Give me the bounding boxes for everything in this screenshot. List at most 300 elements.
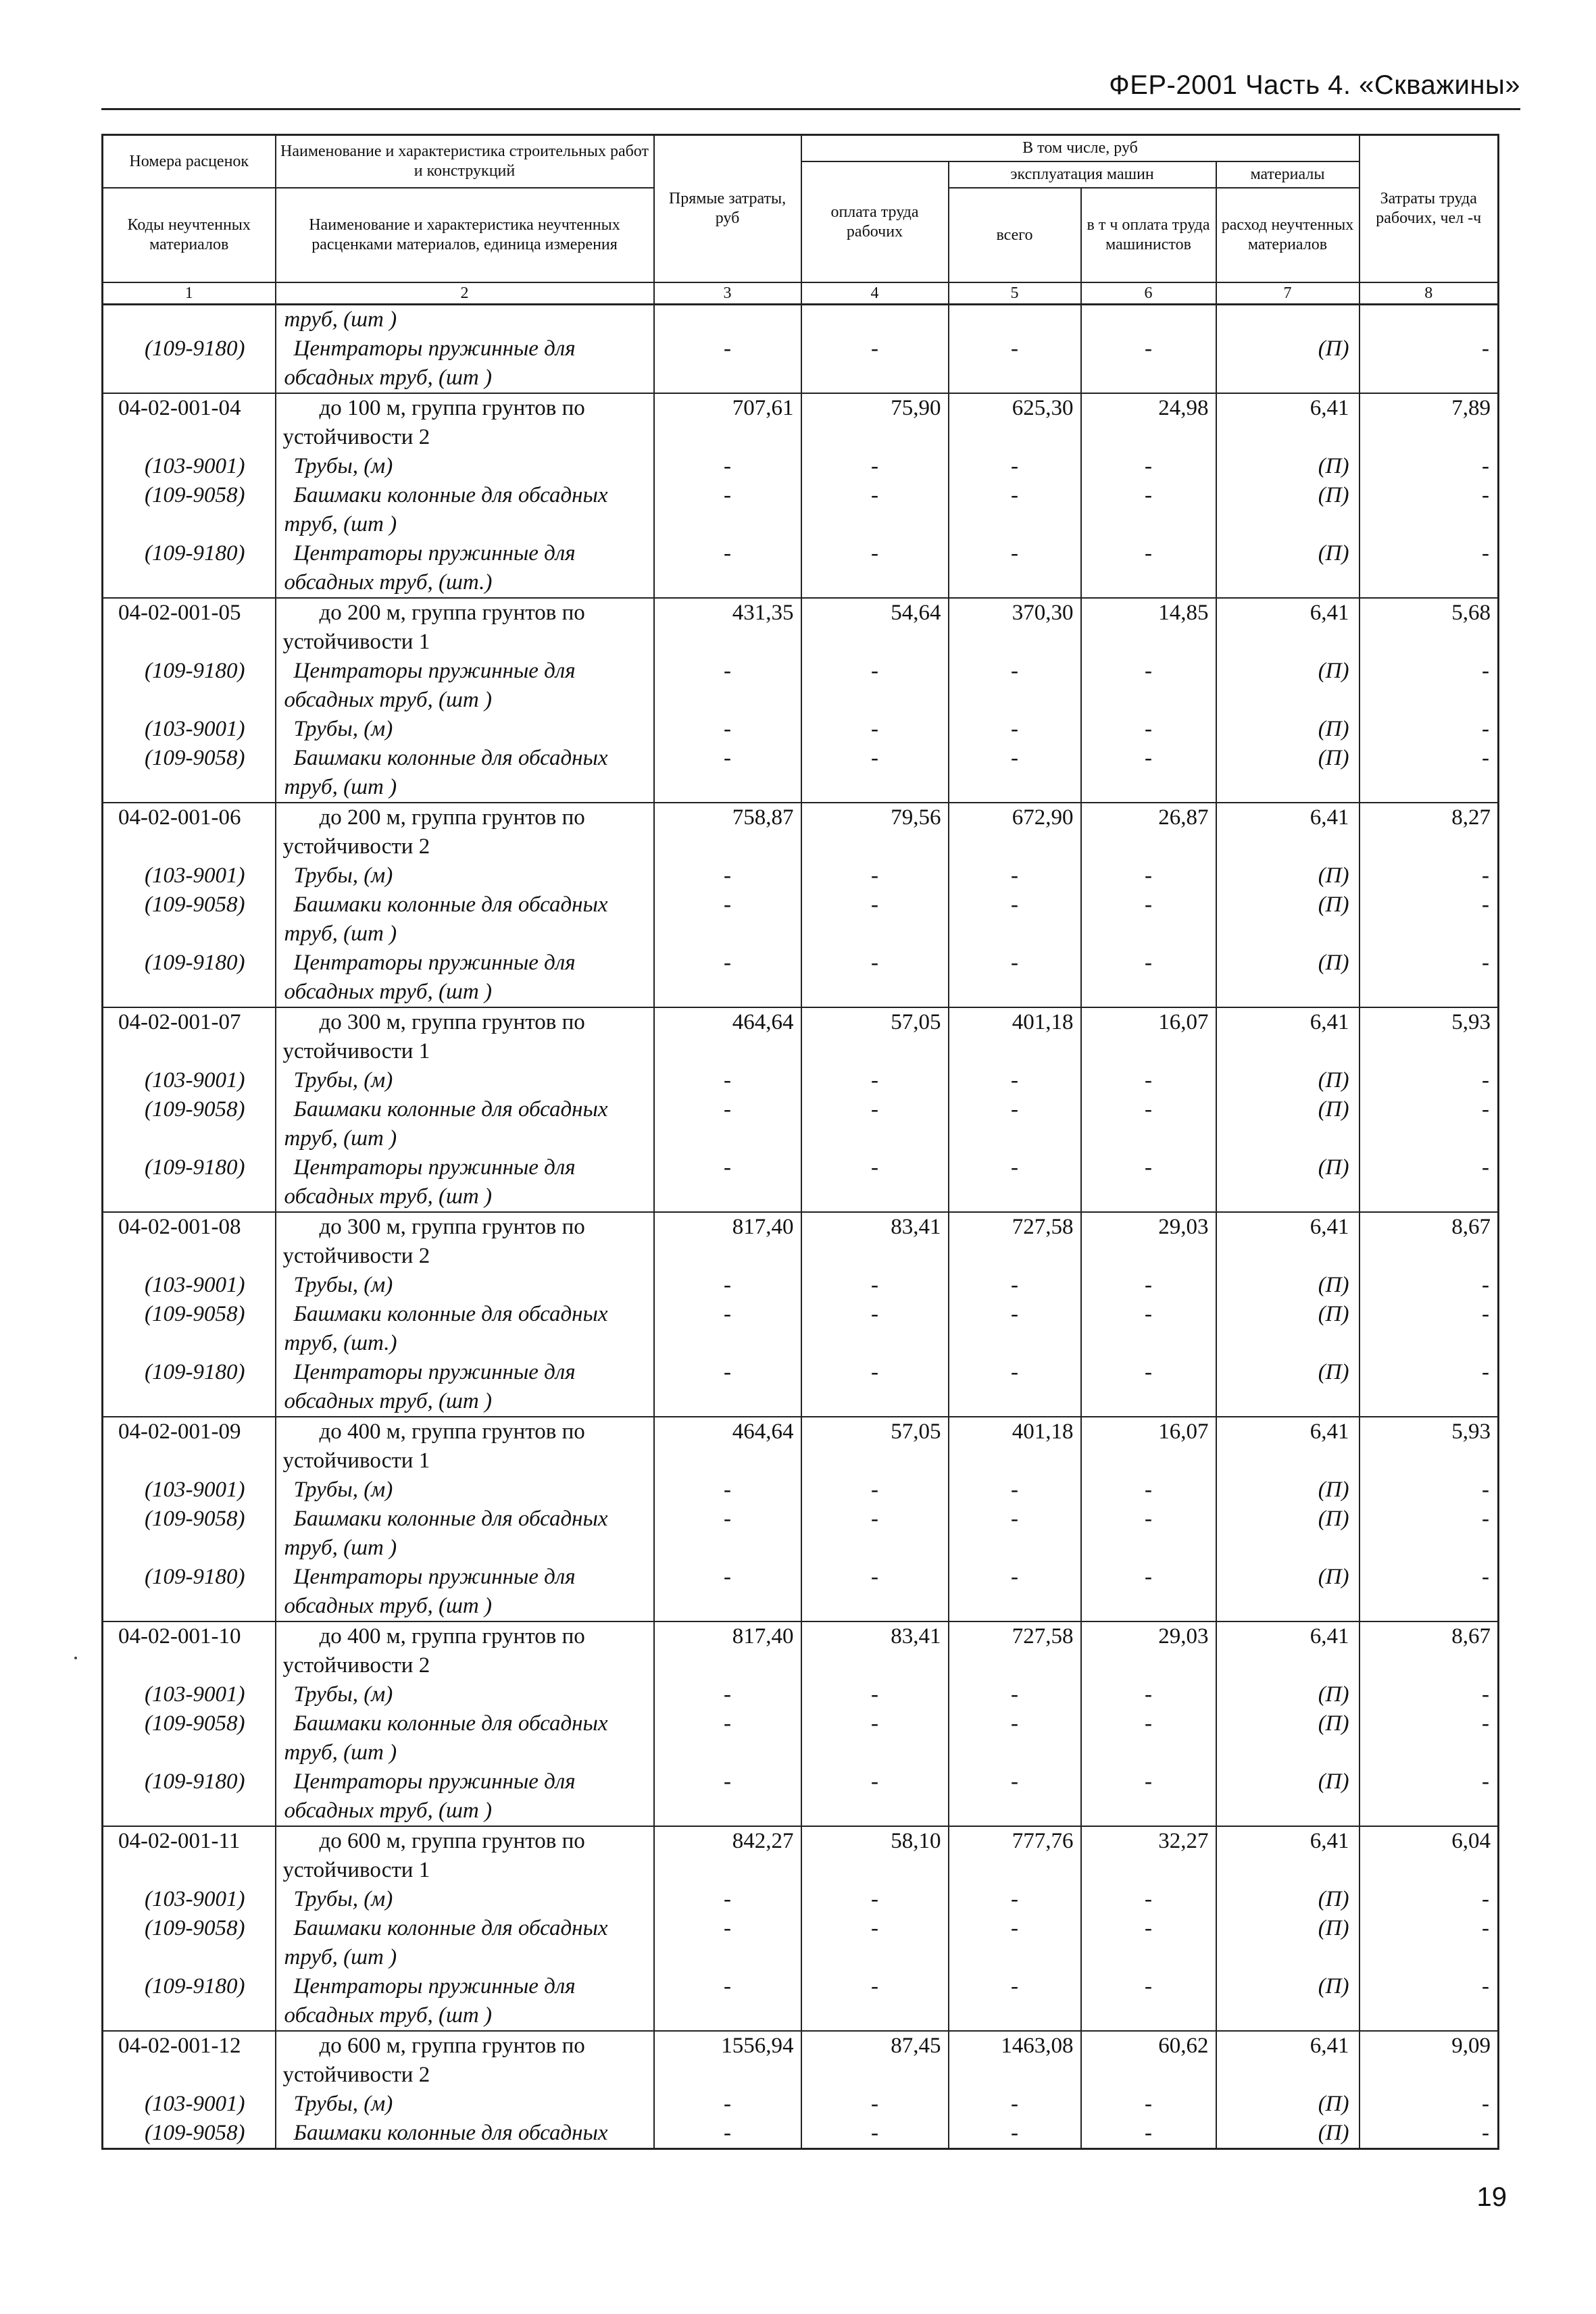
direct-costs-cell: - xyxy=(654,1563,801,1592)
rate-code-cell xyxy=(103,423,276,452)
rate-row-continuation xyxy=(103,628,1499,657)
rate-code-cell: (103-9001) xyxy=(103,2090,276,2119)
direct-costs-cell: - xyxy=(654,1271,801,1300)
direct-costs-cell: - xyxy=(654,1709,801,1738)
materials-cell: 6,41 xyxy=(1216,393,1360,423)
labor-costs-cell: - xyxy=(1360,1972,1499,2001)
labor-costs-cell: - xyxy=(1360,1153,1499,1182)
machines-total-cell: - xyxy=(949,1767,1081,1796)
direct-costs-cell: - xyxy=(654,1066,801,1095)
description-cell: обсадных труб, (шт ) xyxy=(276,686,654,715)
machines-total-cell xyxy=(949,628,1081,657)
materials-cell: 6,41 xyxy=(1216,1212,1360,1242)
labor-costs-cell: - xyxy=(1360,1914,1499,1943)
material-row xyxy=(103,657,1499,686)
materials-cell xyxy=(1216,978,1360,1007)
material-row xyxy=(103,1972,1499,2001)
material-row xyxy=(103,2001,1499,2031)
material-row xyxy=(103,1767,1499,1796)
rate-code-cell: (103-9001) xyxy=(103,1476,276,1505)
machines-total-cell: 727,58 xyxy=(949,1621,1081,1651)
labor-costs-cell: - xyxy=(1360,657,1499,686)
description-cell: устойчивости 1 xyxy=(276,1037,654,1066)
machines-total-cell: - xyxy=(949,1153,1081,1182)
rate-code-cell xyxy=(103,2001,276,2031)
labor-costs-cell: 5,93 xyxy=(1360,1417,1499,1447)
description-cell: обсадных труб, (шт ) xyxy=(276,978,654,1007)
direct-costs-cell xyxy=(654,628,801,657)
material-row xyxy=(103,1476,1499,1505)
operator-wages-cell xyxy=(1081,832,1216,861)
materials-cell: (П) xyxy=(1216,949,1360,978)
operator-wages-cell xyxy=(1081,1329,1216,1358)
worker-wages-cell xyxy=(801,1651,949,1680)
labor-costs-cell: - xyxy=(1360,1767,1499,1796)
direct-costs-cell xyxy=(654,2001,801,2031)
labor-costs-cell xyxy=(1360,363,1499,393)
direct-costs-cell xyxy=(654,1387,801,1417)
description-cell: до 200 м, группа грунтов по xyxy=(276,598,654,628)
machines-total-cell: 1463,08 xyxy=(949,2031,1081,2061)
labor-costs-cell: - xyxy=(1360,1563,1499,1592)
direct-costs-cell: - xyxy=(654,890,801,920)
materials-cell: 6,41 xyxy=(1216,598,1360,628)
rate-code-cell xyxy=(103,1651,276,1680)
operator-wages-cell xyxy=(1081,920,1216,949)
operator-wages-cell xyxy=(1081,423,1216,452)
material-row xyxy=(103,1563,1499,1592)
description-cell: Трубы, (м) xyxy=(276,715,654,744)
direct-costs-cell xyxy=(654,1592,801,1621)
description-cell: до 400 м, группа грунтов по xyxy=(276,1621,654,1651)
direct-costs-cell xyxy=(654,1242,801,1271)
rate-code-cell xyxy=(103,1592,276,1621)
rate-code-cell xyxy=(103,920,276,949)
worker-wages-cell: - xyxy=(801,539,949,568)
labor-costs-cell: - xyxy=(1360,1358,1499,1387)
worker-wages-cell xyxy=(801,1738,949,1767)
material-row xyxy=(103,510,1499,539)
materials-cell: (П) xyxy=(1216,2090,1360,2119)
header-material-consumption: расход неучтенных материалов xyxy=(1216,188,1360,282)
header-materials-group: материалы xyxy=(1216,161,1360,188)
worker-wages-cell: - xyxy=(801,1972,949,2001)
labor-costs-cell: 9,09 xyxy=(1360,2031,1499,2061)
header-machine-operation: эксплуатация машин xyxy=(949,161,1216,188)
worker-wages-cell xyxy=(801,305,949,335)
materials-cell xyxy=(1216,2061,1360,2090)
operator-wages-cell: - xyxy=(1081,539,1216,568)
labor-costs-cell: 5,68 xyxy=(1360,598,1499,628)
material-row xyxy=(103,978,1499,1007)
materials-cell: (П) xyxy=(1216,334,1360,363)
material-row xyxy=(103,861,1499,890)
worker-wages-cell xyxy=(801,1534,949,1563)
worker-wages-cell: - xyxy=(801,452,949,481)
worker-wages-cell: - xyxy=(801,861,949,890)
worker-wages-cell: 87,45 xyxy=(801,2031,949,2061)
operator-wages-cell xyxy=(1081,1242,1216,1271)
labor-costs-cell: 8,67 xyxy=(1360,1621,1499,1651)
operator-wages-cell: 60,62 xyxy=(1081,2031,1216,2061)
material-row xyxy=(103,2119,1499,2149)
machines-total-cell: - xyxy=(949,1476,1081,1505)
header-rate-numbers: Номера расценок xyxy=(103,135,276,188)
labor-costs-cell: 5,93 xyxy=(1360,1007,1499,1037)
direct-costs-cell xyxy=(654,1651,801,1680)
material-row xyxy=(103,1534,1499,1563)
labor-costs-cell: 8,67 xyxy=(1360,1212,1499,1242)
title-rule xyxy=(101,108,1520,110)
labor-costs-cell xyxy=(1360,1651,1499,1680)
worker-wages-cell: - xyxy=(801,1767,949,1796)
materials-cell: 6,41 xyxy=(1216,1826,1360,1856)
description-cell: обсадных труб, (шт ) xyxy=(276,1592,654,1621)
direct-costs-cell xyxy=(654,920,801,949)
rate-code-cell: (109-9180) xyxy=(103,1767,276,1796)
materials-cell xyxy=(1216,1592,1360,1621)
material-row xyxy=(103,452,1499,481)
rate-code-cell: 04-02-001-09 xyxy=(103,1417,276,1447)
operator-wages-cell: - xyxy=(1081,1066,1216,1095)
rate-row-continuation xyxy=(103,1447,1499,1476)
direct-costs-cell: 817,40 xyxy=(654,1212,801,1242)
material-row xyxy=(103,1680,1499,1709)
labor-costs-cell xyxy=(1360,1329,1499,1358)
operator-wages-cell xyxy=(1081,1182,1216,1212)
column-number: 6 xyxy=(1081,282,1216,305)
worker-wages-cell xyxy=(801,1943,949,1972)
description-cell: Башмаки колонные для обсадных xyxy=(276,1505,654,1534)
worker-wages-cell: 79,56 xyxy=(801,803,949,832)
machines-total-cell xyxy=(949,568,1081,598)
machines-total-cell: - xyxy=(949,1563,1081,1592)
machines-total-cell xyxy=(949,1182,1081,1212)
rate-code-cell: 04-02-001-08 xyxy=(103,1212,276,1242)
labor-costs-cell: - xyxy=(1360,539,1499,568)
labor-costs-cell xyxy=(1360,2061,1499,2090)
direct-costs-cell: - xyxy=(654,1505,801,1534)
rate-code-cell: (109-9180) xyxy=(103,949,276,978)
labor-costs-cell: - xyxy=(1360,949,1499,978)
operator-wages-cell xyxy=(1081,510,1216,539)
operator-wages-cell: - xyxy=(1081,1300,1216,1329)
rate-code-cell: (109-9058) xyxy=(103,481,276,510)
materials-cell: 6,41 xyxy=(1216,2031,1360,2061)
direct-costs-cell: - xyxy=(654,744,801,773)
machines-total-cell: - xyxy=(949,1885,1081,1914)
worker-wages-cell: - xyxy=(801,1709,949,1738)
direct-costs-cell: 817,40 xyxy=(654,1621,801,1651)
operator-wages-cell: - xyxy=(1081,1709,1216,1738)
direct-costs-cell xyxy=(654,1329,801,1358)
materials-cell xyxy=(1216,305,1360,335)
worker-wages-cell xyxy=(801,1856,949,1885)
direct-costs-cell xyxy=(654,1534,801,1563)
machines-total-cell xyxy=(949,2001,1081,2031)
worker-wages-cell: 57,05 xyxy=(801,1007,949,1037)
direct-costs-cell: - xyxy=(654,1476,801,1505)
direct-costs-cell: - xyxy=(654,1358,801,1387)
rate-code-cell: (103-9001) xyxy=(103,1066,276,1095)
rate-code-cell: 04-02-001-04 xyxy=(103,393,276,423)
rate-code-cell: 04-02-001-12 xyxy=(103,2031,276,2061)
worker-wages-cell: - xyxy=(801,949,949,978)
machines-total-cell: - xyxy=(949,481,1081,510)
machines-total-cell xyxy=(949,686,1081,715)
machines-total-cell xyxy=(949,305,1081,335)
operator-wages-cell: - xyxy=(1081,715,1216,744)
description-cell: до 600 м, группа грунтов по xyxy=(276,1826,654,1856)
material-row xyxy=(103,1153,1499,1182)
labor-costs-cell: - xyxy=(1360,1885,1499,1914)
column-number: 7 xyxy=(1216,282,1360,305)
machines-total-cell: 401,18 xyxy=(949,1417,1081,1447)
rate-code-cell: (109-9058) xyxy=(103,890,276,920)
worker-wages-cell: - xyxy=(801,890,949,920)
machines-total-cell: - xyxy=(949,1358,1081,1387)
operator-wages-cell: - xyxy=(1081,1767,1216,1796)
rate-code-cell xyxy=(103,628,276,657)
materials-cell: (П) xyxy=(1216,1358,1360,1387)
material-row xyxy=(103,1124,1499,1153)
header-machines-total: всего xyxy=(949,188,1081,282)
description-cell: до 300 м, группа грунтов по xyxy=(276,1007,654,1037)
rate-code-cell: 04-02-001-10 xyxy=(103,1621,276,1651)
machines-total-cell: - xyxy=(949,2119,1081,2149)
worker-wages-cell xyxy=(801,1387,949,1417)
operator-wages-cell xyxy=(1081,1534,1216,1563)
description-cell: устойчивости 2 xyxy=(276,1651,654,1680)
worker-wages-cell xyxy=(801,1329,949,1358)
worker-wages-cell xyxy=(801,2001,949,2031)
direct-costs-cell xyxy=(654,1037,801,1066)
labor-costs-cell xyxy=(1360,920,1499,949)
description-cell: до 100 м, группа грунтов по xyxy=(276,393,654,423)
labor-costs-cell xyxy=(1360,1242,1499,1271)
operator-wages-cell: - xyxy=(1081,1563,1216,1592)
operator-wages-cell xyxy=(1081,1738,1216,1767)
material-row xyxy=(103,1095,1499,1124)
description-cell: обсадных труб, (шт ) xyxy=(276,1796,654,1826)
operator-wages-cell: 16,07 xyxy=(1081,1417,1216,1447)
rate-row xyxy=(103,1417,1499,1447)
margin-speck xyxy=(74,1657,77,1659)
column-number: 3 xyxy=(654,282,801,305)
direct-costs-cell: - xyxy=(654,481,801,510)
labor-costs-cell: - xyxy=(1360,452,1499,481)
rate-code-cell: (109-9058) xyxy=(103,744,276,773)
labor-costs-cell: - xyxy=(1360,1095,1499,1124)
labor-costs-cell xyxy=(1360,832,1499,861)
worker-wages-cell: - xyxy=(801,1680,949,1709)
materials-cell xyxy=(1216,423,1360,452)
materials-cell: (П) xyxy=(1216,1680,1360,1709)
worker-wages-cell xyxy=(801,920,949,949)
rate-code-cell: (109-9180) xyxy=(103,1358,276,1387)
labor-costs-cell: - xyxy=(1360,1476,1499,1505)
materials-cell: (П) xyxy=(1216,657,1360,686)
operator-wages-cell xyxy=(1081,1387,1216,1417)
operator-wages-cell: - xyxy=(1081,1358,1216,1387)
materials-cell: (П) xyxy=(1216,481,1360,510)
machines-total-cell xyxy=(949,1242,1081,1271)
rate-code-cell: (109-9058) xyxy=(103,1095,276,1124)
materials-cell: (П) xyxy=(1216,1476,1360,1505)
direct-costs-cell: 842,27 xyxy=(654,1826,801,1856)
column-number: 5 xyxy=(949,282,1081,305)
material-row xyxy=(103,539,1499,568)
material-row xyxy=(103,2090,1499,2119)
rate-row xyxy=(103,803,1499,832)
rate-code-cell xyxy=(103,978,276,1007)
worker-wages-cell xyxy=(801,1037,949,1066)
rate-code-cell: (103-9001) xyxy=(103,1885,276,1914)
machines-total-cell xyxy=(949,1447,1081,1476)
worker-wages-cell xyxy=(801,832,949,861)
description-cell: труб, (шт ) xyxy=(276,1738,654,1767)
header-direct-costs: Прямые затраты, руб xyxy=(654,135,801,283)
operator-wages-cell xyxy=(1081,1592,1216,1621)
labor-costs-cell: - xyxy=(1360,481,1499,510)
material-row xyxy=(103,363,1499,393)
rate-code-cell: (103-9001) xyxy=(103,715,276,744)
rates-table xyxy=(101,134,1499,2150)
operator-wages-cell: - xyxy=(1081,1972,1216,2001)
worker-wages-cell xyxy=(801,510,949,539)
description-cell: Трубы, (м) xyxy=(276,1885,654,1914)
materials-cell xyxy=(1216,686,1360,715)
rate-code-cell: (109-9180) xyxy=(103,657,276,686)
machines-total-cell xyxy=(949,1738,1081,1767)
direct-costs-cell xyxy=(654,363,801,393)
direct-costs-cell: - xyxy=(654,2090,801,2119)
material-row xyxy=(103,1796,1499,1826)
rate-code-cell: 04-02-001-05 xyxy=(103,598,276,628)
direct-costs-cell xyxy=(654,305,801,335)
description-cell: Центраторы пружинные для xyxy=(276,1153,654,1182)
worker-wages-cell xyxy=(801,686,949,715)
labor-costs-cell xyxy=(1360,686,1499,715)
direct-costs-cell: - xyxy=(654,334,801,363)
material-row xyxy=(103,1358,1499,1387)
worker-wages-cell: - xyxy=(801,1476,949,1505)
rate-code-cell xyxy=(103,2061,276,2090)
worker-wages-cell: 58,10 xyxy=(801,1826,949,1856)
material-row xyxy=(103,949,1499,978)
machines-total-cell xyxy=(949,1037,1081,1066)
rate-row xyxy=(103,393,1499,423)
description-cell: Центраторы пружинные для xyxy=(276,539,654,568)
rate-code-cell xyxy=(103,686,276,715)
column-number: 8 xyxy=(1360,282,1499,305)
rate-code-cell xyxy=(103,1738,276,1767)
labor-costs-cell xyxy=(1360,978,1499,1007)
operator-wages-cell: - xyxy=(1081,1153,1216,1182)
direct-costs-cell xyxy=(654,1943,801,1972)
description-cell: Центраторы пружинные для xyxy=(276,1767,654,1796)
direct-costs-cell xyxy=(654,568,801,598)
machines-total-cell xyxy=(949,1329,1081,1358)
description-cell: до 300 м, группа грунтов по xyxy=(276,1212,654,1242)
operator-wages-cell xyxy=(1081,1447,1216,1476)
materials-cell xyxy=(1216,1242,1360,1271)
rate-code-cell xyxy=(103,1943,276,1972)
operator-wages-cell xyxy=(1081,1124,1216,1153)
worker-wages-cell: - xyxy=(801,1505,949,1534)
worker-wages-cell: 75,90 xyxy=(801,393,949,423)
description-cell: труб, (шт ) xyxy=(276,510,654,539)
materials-cell xyxy=(1216,2001,1360,2031)
labor-costs-cell: - xyxy=(1360,334,1499,363)
machines-total-cell: 370,30 xyxy=(949,598,1081,628)
labor-costs-cell xyxy=(1360,1592,1499,1621)
labor-costs-cell: - xyxy=(1360,1300,1499,1329)
materials-cell xyxy=(1216,568,1360,598)
worker-wages-cell xyxy=(801,363,949,393)
material-row xyxy=(103,1182,1499,1212)
description-cell: труб, (шт ) xyxy=(276,773,654,803)
description-cell: труб, (шт ) xyxy=(276,305,654,335)
materials-cell: (П) xyxy=(1216,1095,1360,1124)
materials-cell: (П) xyxy=(1216,1914,1360,1943)
direct-costs-cell: - xyxy=(654,539,801,568)
material-row xyxy=(103,773,1499,803)
rate-row-continuation xyxy=(103,1856,1499,1885)
rate-row xyxy=(103,1826,1499,1856)
material-row xyxy=(103,1329,1499,1358)
materials-cell xyxy=(1216,1943,1360,1972)
materials-cell: 6,41 xyxy=(1216,1007,1360,1037)
description-cell: Башмаки колонные для обсадных xyxy=(276,890,654,920)
operator-wages-cell xyxy=(1081,568,1216,598)
direct-costs-cell: - xyxy=(654,1095,801,1124)
materials-cell: (П) xyxy=(1216,890,1360,920)
worker-wages-cell: - xyxy=(801,657,949,686)
labor-costs-cell xyxy=(1360,1796,1499,1826)
materials-cell: (П) xyxy=(1216,861,1360,890)
direct-costs-cell: - xyxy=(654,949,801,978)
machines-total-cell: - xyxy=(949,334,1081,363)
operator-wages-cell: 29,03 xyxy=(1081,1212,1216,1242)
materials-cell: (П) xyxy=(1216,539,1360,568)
column-number: 2 xyxy=(276,282,654,305)
operator-wages-cell: - xyxy=(1081,1476,1216,1505)
labor-costs-cell xyxy=(1360,1943,1499,1972)
rate-code-cell: (103-9001) xyxy=(103,861,276,890)
direct-costs-cell: - xyxy=(654,1680,801,1709)
operator-wages-cell: - xyxy=(1081,1914,1216,1943)
labor-costs-cell xyxy=(1360,1387,1499,1417)
description-cell: труб, (шт ) xyxy=(276,1943,654,1972)
description-cell: труб, (шт.) xyxy=(276,1329,654,1358)
description-cell: обсадных труб, (шт ) xyxy=(276,1387,654,1417)
labor-costs-cell: - xyxy=(1360,890,1499,920)
materials-cell xyxy=(1216,1651,1360,1680)
rate-code-cell xyxy=(103,1856,276,1885)
labor-costs-cell: 7,89 xyxy=(1360,393,1499,423)
labor-costs-cell: 6,04 xyxy=(1360,1826,1499,1856)
machines-total-cell xyxy=(949,1124,1081,1153)
description-cell: Трубы, (м) xyxy=(276,452,654,481)
operator-wages-cell: - xyxy=(1081,1680,1216,1709)
machines-total-cell: - xyxy=(949,890,1081,920)
direct-costs-cell: - xyxy=(654,715,801,744)
rate-row-continuation xyxy=(103,423,1499,452)
machines-total-cell: - xyxy=(949,1300,1081,1329)
rate-code-cell: (109-9180) xyxy=(103,1972,276,2001)
material-row xyxy=(103,920,1499,949)
